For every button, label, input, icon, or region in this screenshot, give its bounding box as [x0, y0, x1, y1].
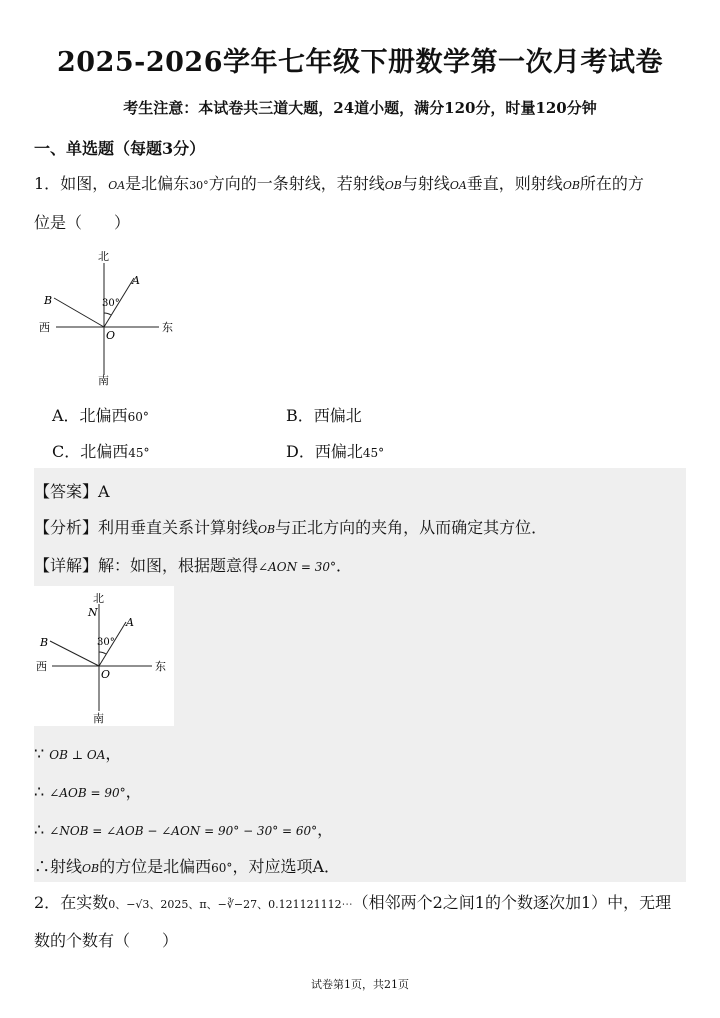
- page-footer: 试卷第1页，共21页: [311, 978, 409, 991]
- solution-step-3: ∴ ∠NOB = ∠AOB − ∠AON = 90° − 30° = 60°，: [34, 820, 334, 839]
- question-1-line-2: 位是（ ）: [34, 213, 131, 232]
- solution-step-2: ∴ ∠AOB = 90°，: [34, 782, 142, 801]
- label-north: 北: [98, 250, 109, 263]
- question-number: 1．: [34, 174, 61, 193]
- answer-line: 【答案】A: [34, 482, 110, 501]
- section-heading: 一、单选题（每题3分）: [34, 139, 206, 158]
- question-1-line-1: 1．如图，OA是北偏东30°方向的一条射线，若射线OB与射线OA垂直，则射线OB所在的方: [34, 174, 644, 193]
- detail-line: 【详解】解：如图，根据题意得∠AON = 30°．: [34, 556, 353, 575]
- label-point-a: A: [132, 274, 140, 287]
- label-point-o: O: [101, 668, 111, 681]
- solution-figure: [34, 586, 174, 726]
- label-point-b: B: [40, 636, 49, 649]
- label-north: 北: [93, 592, 104, 605]
- compass-figure: [34, 245, 184, 390]
- label-south: 南: [93, 712, 104, 725]
- analysis-line: 【分析】利用垂直关系计算射线OB与正北方向的夹角，从而确定其方位．: [34, 518, 548, 537]
- solution-step-4: ∴射线OB的方位是北偏西60°，对应选项A．: [34, 857, 340, 876]
- question-2-line-1: 2．在实数0、−√3、2025、π、−∛−27、0.121121112⋯（相邻两个2之间1的个数逐次加1）中，无理: [34, 893, 672, 912]
- option-c[interactable]: C．北偏西45°: [52, 442, 150, 461]
- option-b[interactable]: B．西偏北: [286, 406, 362, 425]
- label-angle: 30°: [102, 298, 120, 309]
- page-title: 2025-2026学年七年级下册数学第一次月考试卷: [57, 47, 663, 78]
- label-point-b: B: [44, 294, 53, 307]
- label-west: 西: [39, 321, 50, 334]
- label-west: 西: [36, 660, 47, 673]
- option-a[interactable]: A．北偏西60°: [52, 406, 149, 425]
- label-point-a: A: [126, 616, 134, 629]
- label-east: 东: [155, 660, 166, 673]
- label-n: N: [88, 606, 98, 619]
- exam-notice: 考生注意：本试卷共三道大题，24道小题，满分120分，时量120分钟: [123, 99, 597, 117]
- label-south: 南: [98, 374, 109, 387]
- solution-step-1: ∵ OB ⊥ OA，: [34, 744, 122, 763]
- question-number: 2．: [34, 893, 61, 912]
- label-point-o: O: [106, 329, 116, 342]
- label-east: 东: [162, 321, 173, 334]
- question-2-line-2: 数的个数有（ ）: [34, 931, 179, 950]
- option-d[interactable]: D．西偏北45°: [286, 442, 385, 461]
- label-angle: 30°: [97, 637, 115, 648]
